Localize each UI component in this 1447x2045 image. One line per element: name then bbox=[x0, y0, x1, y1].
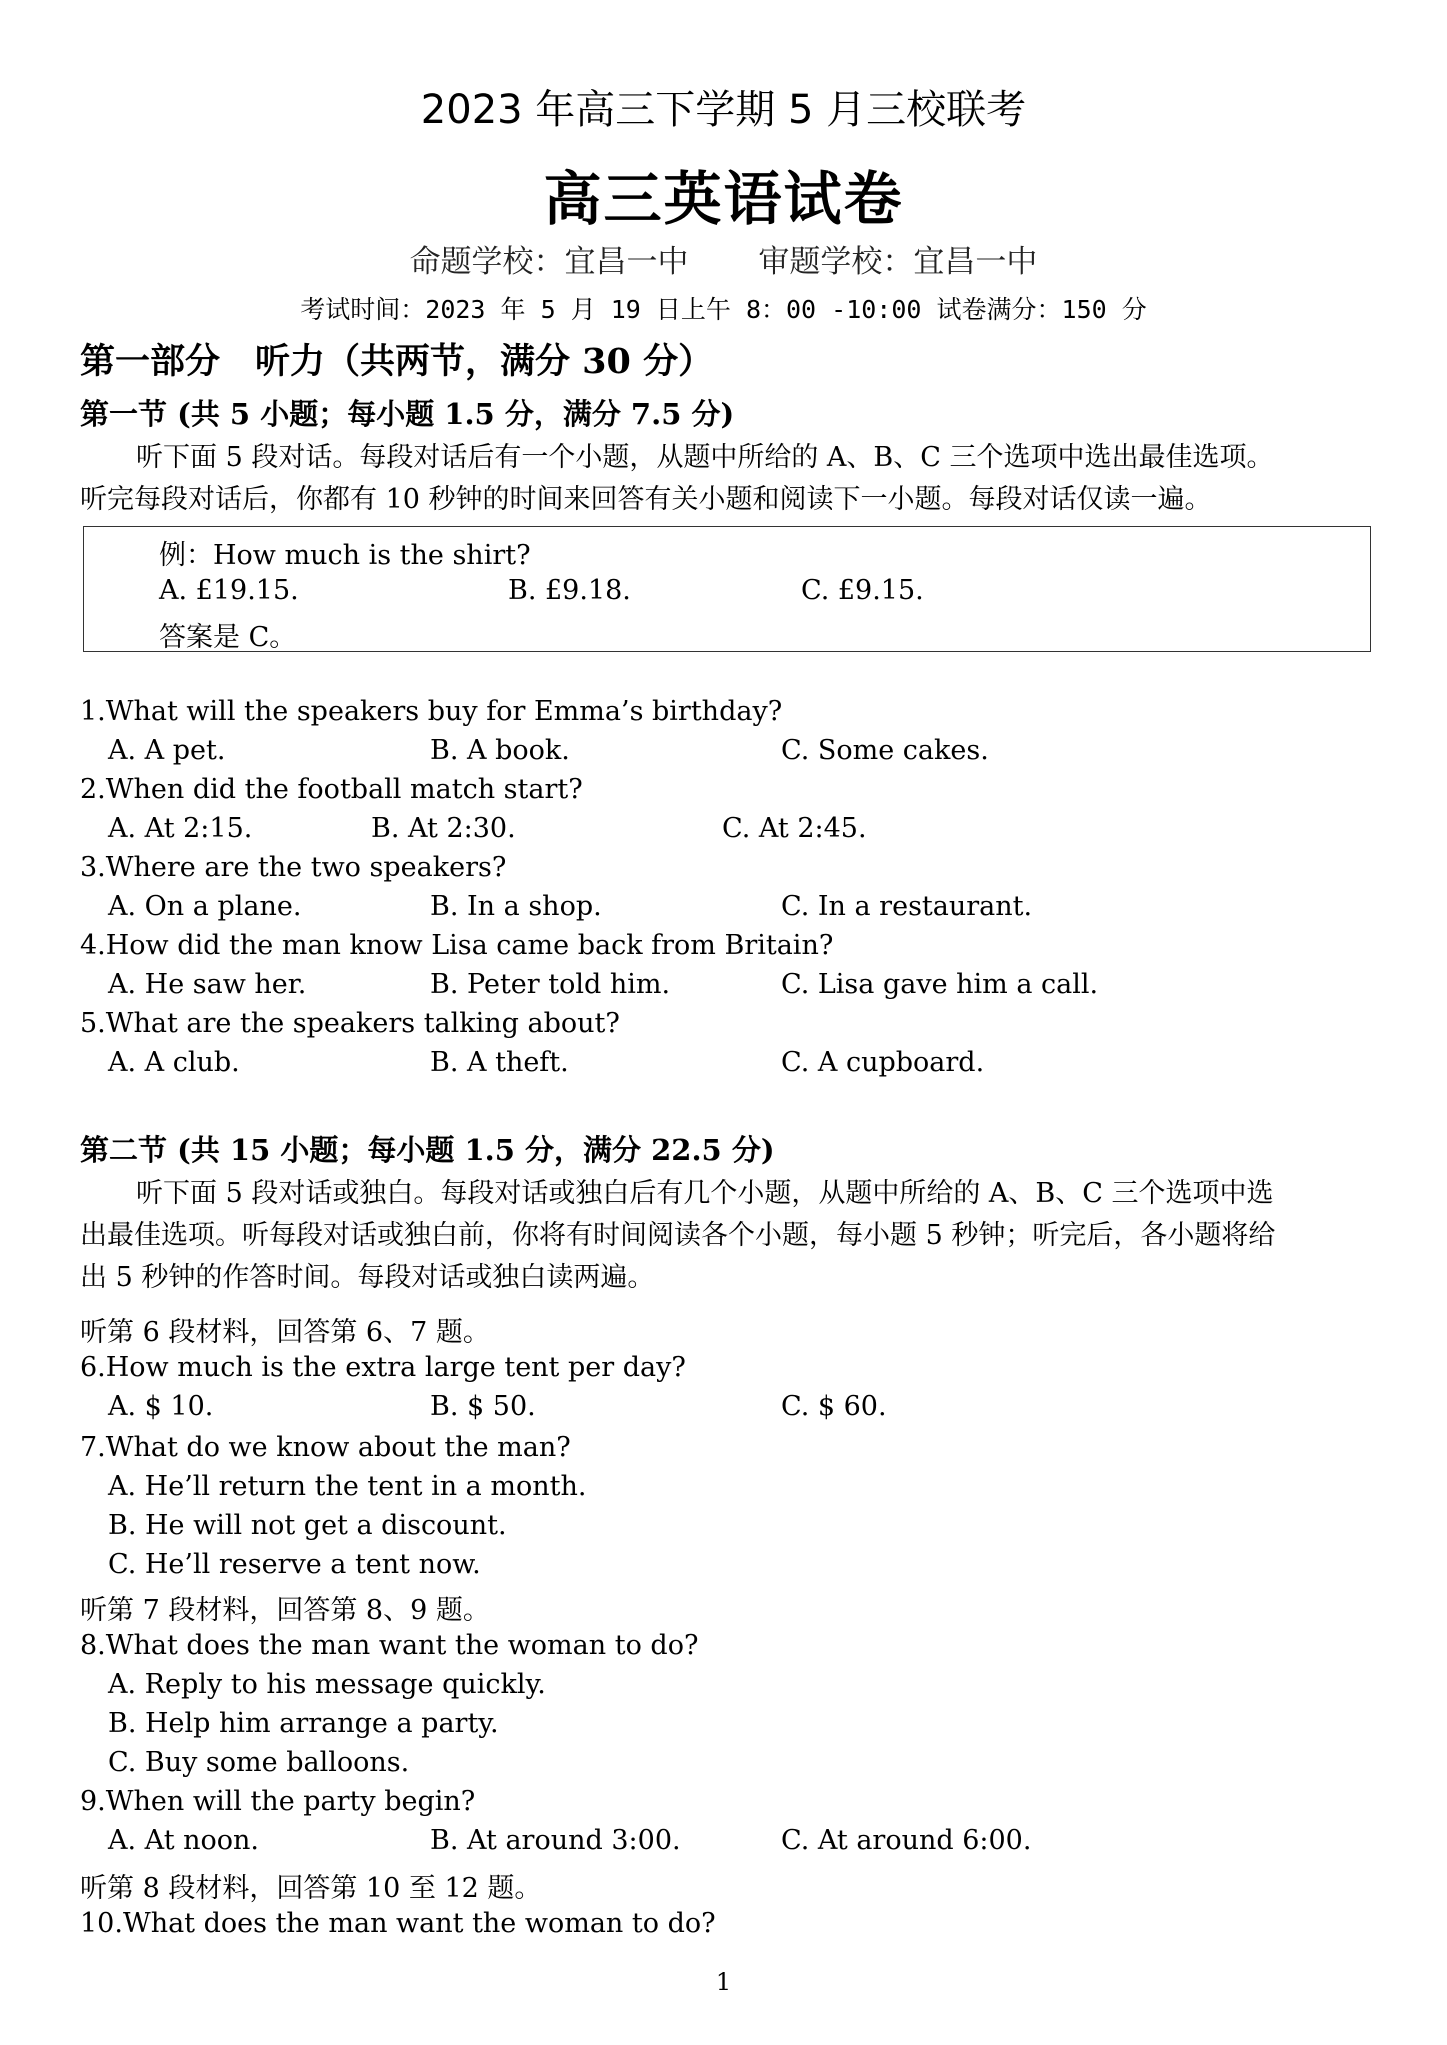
example-box bbox=[83, 526, 1371, 652]
question-1: 1.What will the speakers buy for Emma’s birthday? bbox=[80, 696, 783, 727]
example-option-a: A. £19.15. bbox=[159, 575, 299, 606]
example-option-b: B. £9.18. bbox=[508, 575, 631, 606]
q4-option-c: C. Lisa gave him a call. bbox=[781, 969, 1099, 1000]
exam-time: 考试时间：2023 年 5 月 19 日上午 8：00 -10:00 试卷满分：150 分 bbox=[300, 295, 1147, 324]
q8-option-c: C. Buy some balloons. bbox=[108, 1747, 410, 1778]
q2-option-a: A. At 2:15. bbox=[108, 813, 253, 844]
question-8: 8.What does the man want the woman to do? bbox=[80, 1630, 699, 1661]
question-5: 5.What are the speakers talking about? bbox=[80, 1008, 620, 1039]
example-question: 例：How much is the shirt? bbox=[159, 540, 531, 571]
q2-option-c: C. At 2:45. bbox=[722, 813, 867, 844]
exam-title: 2023 年高三下学期 5 月三校联考 bbox=[420, 87, 1027, 133]
q1-option-c: C. Some cakes. bbox=[781, 735, 989, 766]
example-option-c: C. £9.15. bbox=[801, 575, 924, 606]
q4-option-a: A. He saw her. bbox=[108, 969, 307, 1000]
section2-title: 第二节 (共 15 小题；每小题 1.5 分，满分 22.5 分) bbox=[80, 1133, 775, 1167]
q6-option-a: A. $ 10. bbox=[108, 1391, 214, 1422]
q7-option-b: B. He will not get a discount. bbox=[108, 1510, 507, 1541]
q8-option-a: A. Reply to his message quickly. bbox=[108, 1669, 546, 1700]
q6-option-b: B. $ 50. bbox=[430, 1391, 536, 1422]
school-info bbox=[0, 236, 1447, 281]
question-6: 6.How much is the extra large tent per day? bbox=[80, 1352, 686, 1383]
q9-option-a: A. At noon. bbox=[108, 1825, 259, 1856]
listen-material-8: 听第 8 段材料，回答第 10 至 12 题。 bbox=[80, 1873, 542, 1904]
question-7: 7.What do we know about the man? bbox=[80, 1432, 571, 1463]
section1-instructions-line2: 听完每段对话后，你都有 10 秒钟的时间来回答有关小题和阅读下一小题。每段对话仅读一遍。 bbox=[80, 484, 1212, 515]
q3-option-c: C. In a restaurant. bbox=[781, 891, 1033, 922]
q3-option-a: A. On a plane. bbox=[108, 891, 302, 922]
section1-title: 第一节 (共 5 小题；每小题 1.5 分，满分 7.5 分) bbox=[80, 397, 735, 431]
section1-instructions bbox=[80, 437, 1375, 521]
section2-instructions bbox=[80, 1173, 1375, 1299]
setter-school: 命题学校：宜昌一中 bbox=[409, 244, 689, 280]
q1-option-a: A. A pet. bbox=[108, 735, 226, 766]
q9-option-b: B. At around 3:00. bbox=[430, 1825, 681, 1856]
q6-option-c: C. $ 60. bbox=[781, 1391, 887, 1422]
q5-option-b: B. A theft. bbox=[430, 1047, 569, 1078]
paper-title: 高三英语试卷 bbox=[543, 165, 904, 233]
listen-material-7: 听第 7 段材料，回答第 8、9 题。 bbox=[80, 1595, 490, 1626]
question-10: 10.What does the man want the woman to do? bbox=[80, 1908, 716, 1939]
section1-instructions-line1: 听下面 5 段对话。每段对话后有一个小题，从题中所给的 A、B、C 三个选项中选出最佳选项。 bbox=[136, 442, 1274, 473]
q3-option-b: B. In a shop. bbox=[430, 891, 602, 922]
part1-title: 第一部分 听力（共两节，满分 30 分） bbox=[80, 341, 714, 382]
question-4: 4.How did the man know Lisa came back from Britain? bbox=[80, 930, 834, 961]
q2-option-b: B. At 2:30. bbox=[371, 813, 516, 844]
q4-option-b: B. Peter told him. bbox=[430, 969, 671, 1000]
question-3: 3.Where are the two speakers? bbox=[80, 852, 507, 883]
section2-instructions-line3: 出 5 秒钟的作答时间。每段对话或独白读两遍。 bbox=[80, 1262, 655, 1293]
section2-instructions-line1: 听下面 5 段对话或独白。每段对话或独白后有几个小题，从题中所给的 A、B、C 三个选项中选 bbox=[136, 1178, 1274, 1209]
question-9: 9.When will the party begin? bbox=[80, 1786, 476, 1817]
q7-option-a: A. He’ll return the tent in a month. bbox=[108, 1471, 587, 1502]
section2-instructions-line2: 出最佳选项。听每段对话或独白前，你将有时间阅读各个小题，每小题 5 秒钟；听完后，各小题将给 bbox=[80, 1220, 1276, 1251]
q1-option-b: B. A book. bbox=[430, 735, 570, 766]
q7-option-c: C. He’ll reserve a tent now. bbox=[108, 1549, 481, 1580]
q5-option-c: C. A cupboard. bbox=[781, 1047, 985, 1078]
q5-option-a: A. A club. bbox=[108, 1047, 240, 1078]
q8-option-b: B. Help him arrange a party. bbox=[108, 1708, 499, 1739]
example-answer: 答案是 C。 bbox=[159, 622, 297, 653]
reviewer-school: 审题学校：宜昌一中 bbox=[758, 244, 1038, 280]
page-number: 1 bbox=[715, 1968, 732, 1996]
question-2: 2.When did the football match start? bbox=[80, 774, 583, 805]
q9-option-c: C. At around 6:00. bbox=[781, 1825, 1032, 1856]
listen-material-6: 听第 6 段材料，回答第 6、7 题。 bbox=[80, 1317, 490, 1348]
